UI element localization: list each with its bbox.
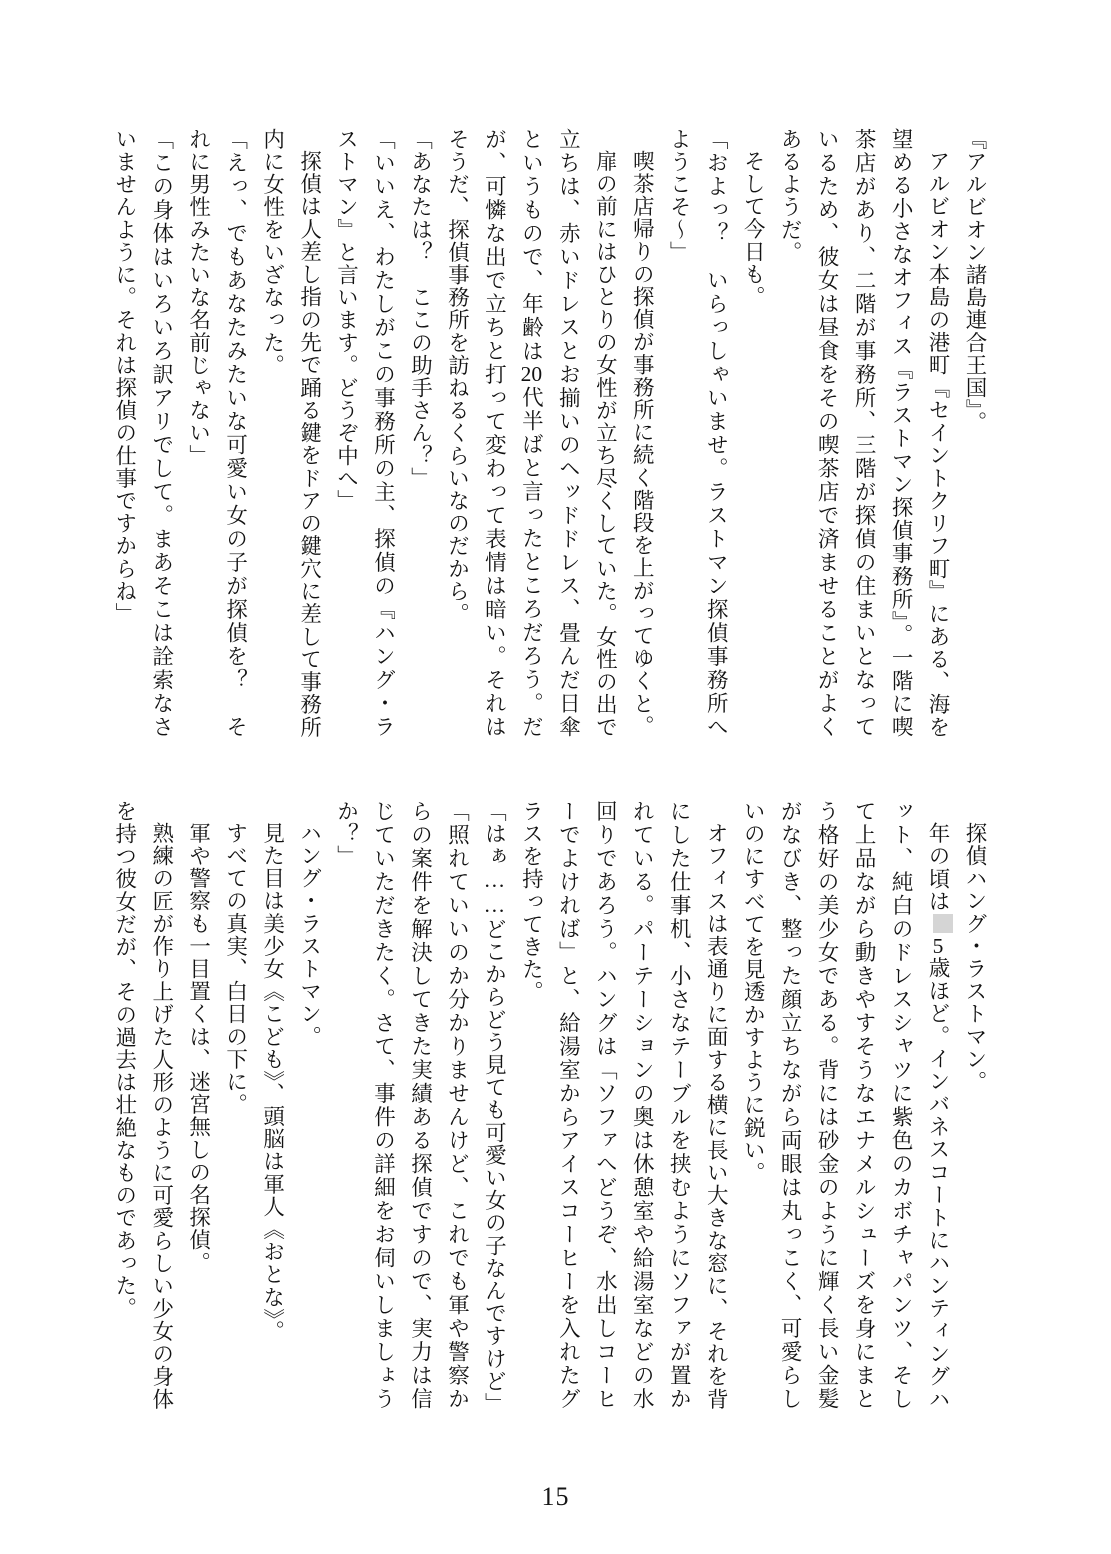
paragraph: すべての真実、白日の下に。 xyxy=(223,821,248,1116)
paragraph: 探偵は人差し指の先で踊る鍵をドアの鍵穴に差して事務所内に女性をいざなった。 xyxy=(260,128,322,738)
narrative-block-upper xyxy=(112,128,993,739)
paragraph: 扉の前にはひとりの女性が立ち尽くしていた。女性の出で立ちは、赤いドレスとお揃いのヘッドドレス、畳んだ日傘というもので、年齢は20代半ばと言ったところだろう。だが、可憐な出で立ちと打って変わって表情は暗い。それはそうだ、探偵事務所を訪ねるくらいなのだから。 xyxy=(445,128,618,739)
paragraph: 「いいえ、わたしがこの事務所の主、探偵の『ハング・ラストマン』と言います。どうぞ中へ」 xyxy=(334,128,396,738)
paragraph: 「この身体はいろいろ訳アリでして。まあそこは詮索なさいませんように。それは探偵の仕事ですからね」 xyxy=(112,128,174,738)
paragraph: オフィスは表通りに面する横に長い大きな窓に、それを背にした仕事机、小さなテーブルを挟むようにソファが置かれている。パーテーションの奥は休憩室や給湯室などの水回りであろう。ハングは「ソファへどうぞ、水出しコーヒーでよければ」と、給湯室からアイスコーヒーを入れたグラスを持ってきた。 xyxy=(519,800,729,1410)
paragraph: 熟練の匠が作り上げた人形のように可愛らしい少女の身体を持つ彼女だが、その過去は壮絶なものであった。 xyxy=(112,800,174,1410)
paragraph: そして今日も。 xyxy=(741,149,766,308)
inline-number: 5 xyxy=(932,934,944,957)
paragraph: 「あなたは？ ここの助手さん？」 xyxy=(408,128,433,490)
paragraph: 「えっ、でもあなたみたいな可愛い女の子が探偵を？ それに男性みたいな名前じゃない」 xyxy=(186,128,248,738)
paragraph: 『アルビオン諸島連合王国』。 xyxy=(963,128,987,434)
paragraph: 軍や警察も一目置くは、迷宮無しの名探偵。 xyxy=(186,821,211,1274)
paragraph: 「はぁ……どこからどう見ても可愛い女の子なんですけど」 xyxy=(482,800,507,1416)
narrative-block-lower xyxy=(112,800,993,1416)
inline-number: 20 xyxy=(520,363,543,385)
paragraph: ハング・ラストマン。 xyxy=(297,821,322,1048)
paragraph: 「およっ？ いらっしゃいませ。ラストマン探偵事務所へようこそ〜」 xyxy=(667,128,729,738)
paragraph: 喫茶店帰りの探偵が事務所に続く階段を上がってゆくと。 xyxy=(630,149,655,738)
paragraph: 探偵ハング・ラストマン。 xyxy=(963,821,987,1093)
redacted-character xyxy=(933,914,953,934)
paragraph: 見た目は美少女《こども》、頭脳は軍人《おとな》。 xyxy=(260,821,285,1343)
paragraph: アルビオン本島の港町『セイントクリフ町』にある、海を望める小さなオフィス『ラストマン探偵事務所』。一階に喫茶店があり、二階が事務所、三階が探偵の住まいとなっているため、彼女は昼食をその喫茶店で済ませることがよくあるようだ。 xyxy=(778,128,951,738)
paragraph: 「照れていいのか分かりませんけど、これでも軍や警察からの案件を解決してきた実績ある探偵ですので、実力は信じていただきたく。さて、事件の詳細をお伺いしましょうか？」 xyxy=(334,800,470,1410)
paragraph: 年の頃は5歳ほど。インバネスコートにハンティングハット、純白のドレスシャツに紫色のカボチャパンツ、そして上品ながら動きやすそうなエナメルシューズを身にまとう格好の美少女である。背には砂金のように輝く長い金髪がなびき、整った顔立ちながら両眼は丸っこく、可愛らしいのにすべてを見透かすように鋭い。 xyxy=(734,800,956,1410)
page-number: 15 xyxy=(541,1482,570,1511)
